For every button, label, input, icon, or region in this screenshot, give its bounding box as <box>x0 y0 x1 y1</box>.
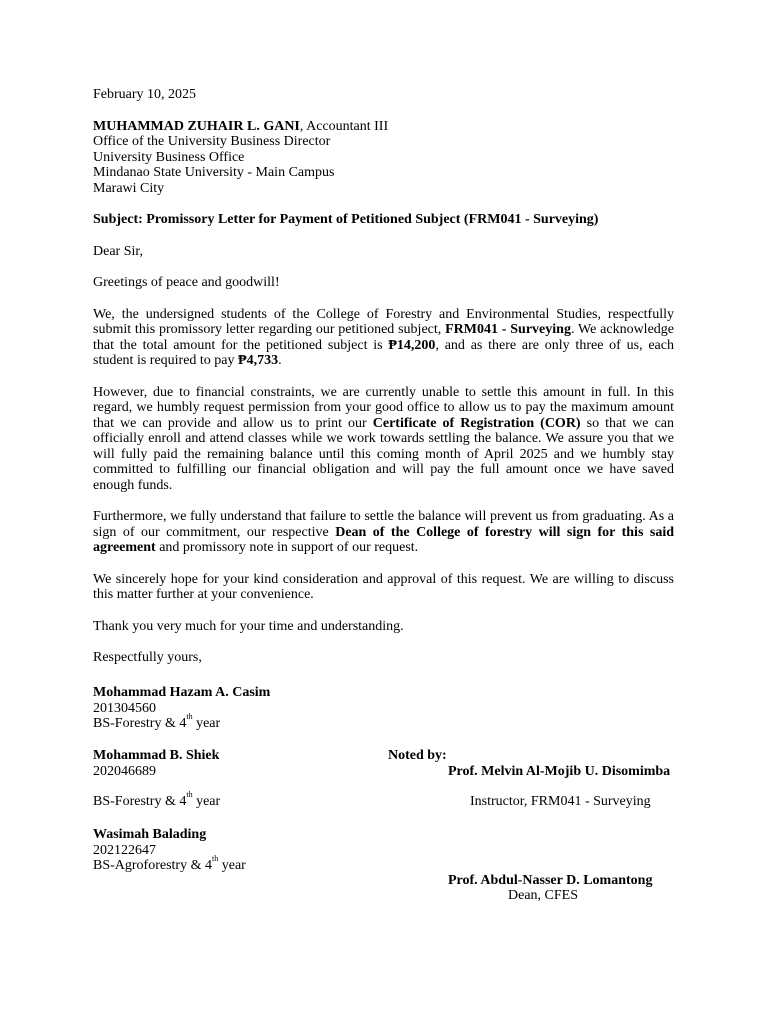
signatory-program <box>93 854 246 874</box>
para1-text-4: . <box>278 353 282 368</box>
paragraph-request <box>93 385 674 494</box>
subject-text: Subject: Promissory Letter for Payment of Petitioned Subject (FRM041 - Surveying) <box>93 212 599 227</box>
signatory-id: 201304560 <box>93 700 156 716</box>
total-amount: ₱14,200 <box>388 337 436 353</box>
dean-name <box>448 873 652 889</box>
signatory-id: 202046689 <box>93 763 156 779</box>
noted-by-label <box>388 748 447 764</box>
year-text: year <box>218 858 246 873</box>
ordinal-suffix: th <box>186 712 193 722</box>
para3-text-1: Furthermore, we fully understand that failure to settle the balance will prevent us from graduating. As a sign of our commitment, our respective <box>93 509 674 540</box>
paragraph-amount <box>93 307 674 369</box>
recipient-university: Mindanao State University - Main Campus <box>93 165 335 180</box>
recipient-block <box>93 119 674 197</box>
para1-text-2: . We acknowledge that the total amount for the petitioned subject is <box>93 322 674 353</box>
signatory-program <box>93 712 270 732</box>
closing: Respectfully yours, <box>93 650 202 665</box>
signatory-2 <box>93 748 219 779</box>
ordinal-suffix: th <box>186 790 193 800</box>
subject-line <box>93 212 674 228</box>
salutation: Dear Sir, <box>93 243 143 259</box>
instructor-name-text: Prof. Melvin Al-Mojib U. Disomimba <box>448 764 671 779</box>
para2-text-2: so that we can officially enroll and attend classes while we work towards settling the balance. We assure you that we will fully paid the remaining balance until this coming month of April 2025 and we humbly stay committed to fulfilling our financial obligation and will pay the full amount once we have saved enough funds. <box>93 415 674 493</box>
letter-body <box>93 87 674 666</box>
dean-name-text: Prof. Abdul-Nasser D. Lomantong <box>448 873 653 888</box>
paragraph-commitment <box>93 509 674 556</box>
signatory-3 <box>93 827 246 874</box>
letter-date: February 10, 2025 <box>93 87 197 102</box>
para2-text-1: However, due to financial constraints, we are currently unable to settle this amount in full. In this regard, we humbly request permission from your good office to allow us to pay the maximum amount that we can provide and allow us to print our <box>93 384 674 431</box>
signatory-id: 202122647 <box>93 842 156 858</box>
subject-code: FRM041 - Surveying <box>445 322 571 337</box>
signatory-2-program <box>93 790 221 810</box>
recipient-office: Office of the University Business Director <box>93 134 331 149</box>
para3-text-2: and promissory note in support of our request. <box>155 540 419 555</box>
signatory-name: Wasimah Balading <box>93 827 207 842</box>
per-student-amount: ₱4,733 <box>238 353 279 368</box>
paragraph-consideration: We sincerely hope for your kind consideration and approval of this request. We are willing to discuss this matter further at your convenience. <box>93 571 674 602</box>
recipient-title: , Accountant III <box>299 118 389 134</box>
noted-by-text: Noted by: <box>388 748 447 763</box>
program-text: BS-Forestry & 4 <box>93 716 187 731</box>
recipient-name-line <box>93 119 674 135</box>
cor-text: Certificate of Registration (COR) <box>372 415 581 431</box>
recipient-city: Marawi City <box>93 180 165 196</box>
para1-text-3: , and as there are only three of us, each student is required to pay <box>93 337 674 368</box>
year-text: year <box>192 716 221 731</box>
year-text: year <box>192 794 221 809</box>
para1-text-1: We, the undersigned students of the College of Forestry and Environmental Studies, respectfully submit this promissory letter regarding our petitioned subject, <box>93 306 674 337</box>
instructor-name <box>448 764 670 780</box>
program-text: BS-Agroforestry & 4 <box>93 858 212 873</box>
recipient-name: MUHAMMAD ZUHAIR L. GANI <box>93 118 300 134</box>
dean-agreement-text: Dean of the College of forestry will sign for this said agreement <box>93 524 674 555</box>
instructor-role: Instructor, FRM041 - Surveying <box>470 794 651 809</box>
dean-role: Dean, CFES <box>508 888 578 903</box>
program-text: BS-Forestry & 4 <box>93 794 187 809</box>
greeting: Greetings of peace and goodwill! <box>93 275 280 290</box>
ordinal-suffix: th <box>212 854 219 864</box>
signatory-1 <box>93 685 270 732</box>
paragraph-thanks: Thank you very much for your time and understanding. <box>93 618 404 634</box>
recipient-unit: University Business Office <box>93 149 245 165</box>
signatory-name: Mohammad Hazam A. Casim <box>93 685 271 700</box>
signatory-name: Mohammad B. Shiek <box>93 748 220 763</box>
